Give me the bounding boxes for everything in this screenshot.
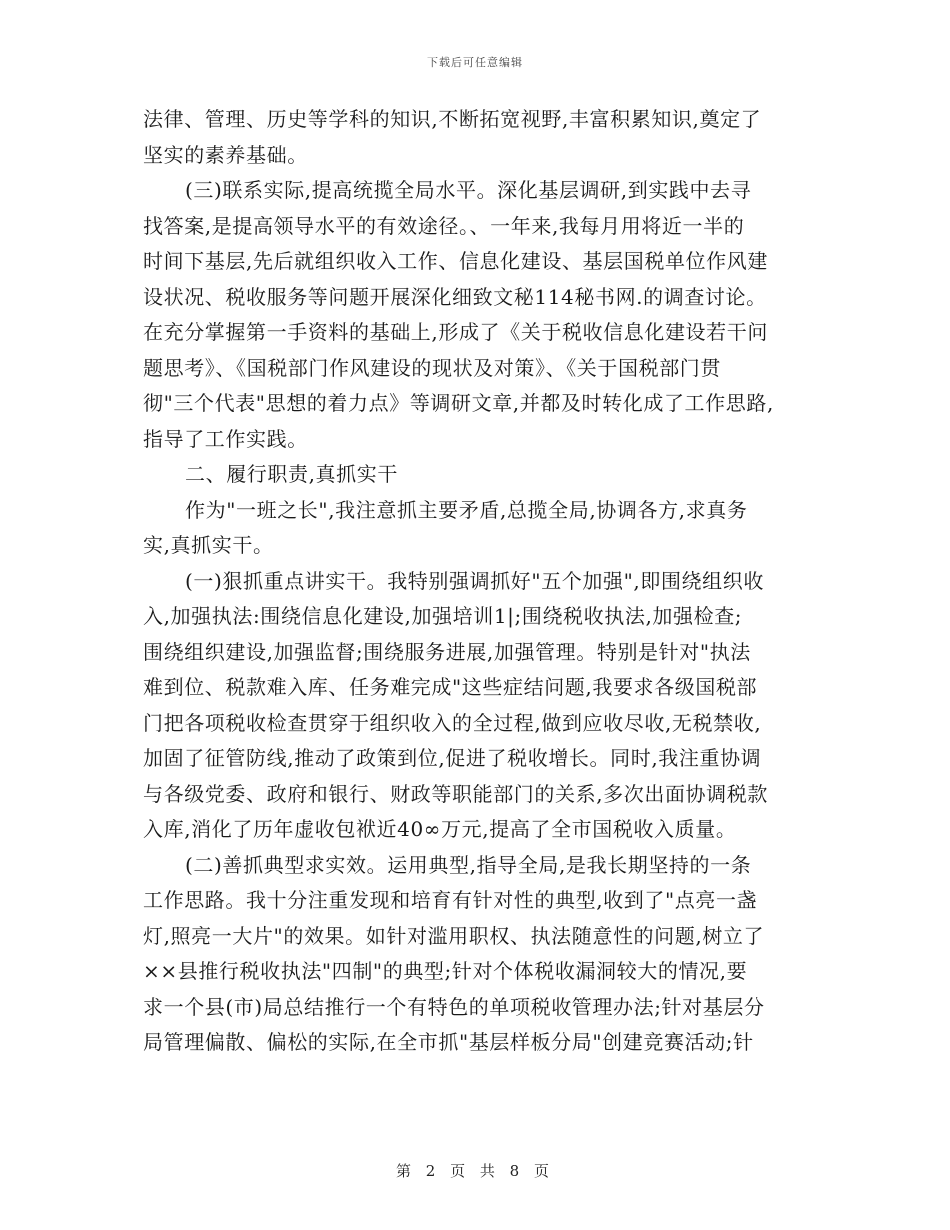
text-line: 局管理偏散、偏松的实际,在全市抓"基层样板分局"创建竞赛活动;针 xyxy=(143,1030,754,1054)
text-line: 工作思路。我十分注重发现和培育有针对性的典型,收到了"点亮一盏 xyxy=(143,888,758,912)
text-line: 法律、管理、历史等学科的知识,不断拓宽视野,丰富积累知识,奠定了 xyxy=(143,107,762,131)
text-line: 入库,消化了历年虚收包袱近40∞万元,提高了全市国税收入质量。 xyxy=(143,817,737,841)
text-line: 设状况、税收服务等问题开展深化细致文秘114秘书网.的调查讨论。 xyxy=(143,284,767,309)
text-line: 灯,照亮一大片"的效果。如针对滥用职权、执法随意性的问题,树立了 xyxy=(143,923,765,948)
text-line: 求一个县(市)局总结推行一个有特色的单项税收管理办法;针对基层分 xyxy=(143,994,765,1019)
text-line: 门把各项税收检查贯穿于组织收入的全过程,做到应收尽收,无税禁收, xyxy=(143,710,762,735)
text-line: 时间下基层,先后就组织收入工作、信息化建设、基层国税单位作风建 xyxy=(143,249,768,273)
text-line: 指导了工作实践。 xyxy=(143,426,308,451)
text-line: 题思考》、《国税部门作风建设的现状及对策》、《关于国税部门贯 xyxy=(143,355,721,380)
text-line: ××县推行税收执法"四制"的典型;针对个体税收漏洞较大的情况,要 xyxy=(143,959,748,983)
text-line: 入,加强执法:围绕信息化建设,加强培训1|;围绕税收执法,加强检查; xyxy=(143,604,743,628)
text-line: 在充分掌握第一手资料的基础上,形成了《关于税收信息化建设若干问 xyxy=(143,320,768,344)
text-line: 找答案,是提高领导水平的有效途径。、一年来,我每月用将近一半的 xyxy=(143,213,745,238)
text-line: 实,真抓实干。 xyxy=(143,533,274,557)
text-line: 与各级党委、政府和银行、财政等职能部门的关系,多次出面协调税款 xyxy=(143,781,768,806)
document-body xyxy=(143,102,819,1061)
text-line: (三)联系实际,提高统揽全局水平。深化基层调研,到实践中去寻 xyxy=(185,178,752,202)
text-line: 二、履行职责,真抓实干 xyxy=(185,462,398,486)
text-line: 难到位、税款难入库、任务难完成"这些症结问题,我要求各级国税部 xyxy=(143,675,758,699)
text-line: 作为"一班之长",我注意抓主要矛盾,总揽全局,协调各方,求真务 xyxy=(185,497,748,522)
text-line: 彻"三个代表"思想的着力点》等调研文章,并都及时转化成了工作思路, xyxy=(143,391,774,415)
header-note: 下载后可任意编辑 xyxy=(427,56,523,69)
text-line: 围绕组织建设,加强监督;围绕服务进展,加强管理。特别是针对"执法 xyxy=(143,639,751,664)
text-line: (二)善抓典型求实效。运用典型,指导全局,是我长期坚持的一条 xyxy=(185,852,752,877)
text-line: 加固了征管防线,推动了政策到位,促进了税收增长。同时,我注重协调 xyxy=(143,746,762,770)
text-line: 坚实的素养基础。 xyxy=(143,142,308,167)
page-number: 第 2 页 共 8 页 xyxy=(396,1162,554,1180)
text-line: (一)狠抓重点讲实干。我特别强调抓好"五个加强",即围绕组织收 xyxy=(185,568,764,593)
